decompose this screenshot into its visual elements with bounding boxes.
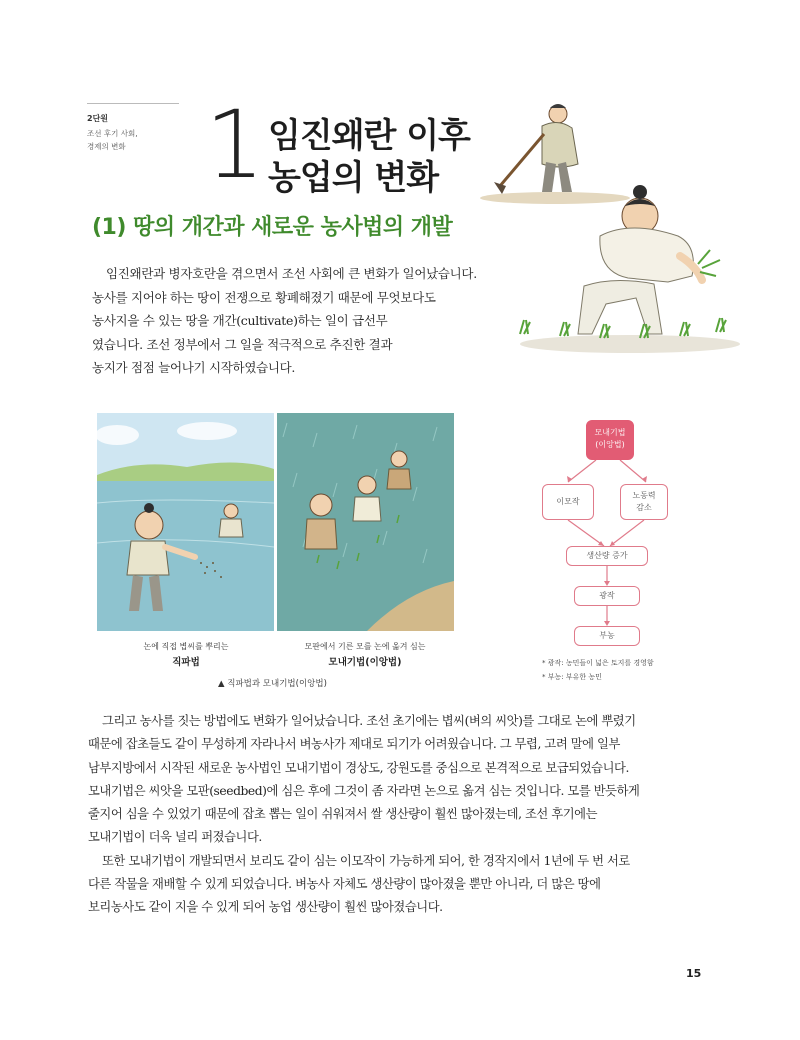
flow-node-production-increase: 생산량 증가 [566,546,648,566]
paragraph-line: 다른 작물을 재배할 수 있게 되었습니다. 벼농사 자체도 생산량이 많아졌을 뿐만 아니라, 더 많은 땅에 [88,877,601,892]
direct-seeding-caption: 논에 직접 볍씨를 뿌리는 [143,642,229,651]
paragraph-line: 였습니다. 조선 정부에서 그 일을 적극적으로 추진한 결과 [92,336,393,352]
paragraph-line: 농사를 지어야 하는 땅이 전쟁으로 황폐해졌기 때문에 무엇보다도 [92,289,436,305]
flow-node-text: 감소 [636,503,652,512]
unit-label: 2단원 [87,114,109,123]
paragraph-line: 줄지어 심을 수 있었기 때문에 잡초 뽑는 일이 쉬워져서 쌀 생산량이 훨씬 많아졌는데, 조선 후기에는 [88,807,598,822]
chapter-title [268,115,470,199]
direct-seeding-label: 직파법 [172,657,200,668]
transplanting-label: 모내기법(이앙법) [328,657,402,668]
unit-subtitle [87,127,187,153]
paragraph-line-text: 그리고 농사를 짓는 방법에도 변화가 일어났습니다. 조선 초기에는 볍씨(벼의 씨앗)를 그대로 논에 뿌렸기 [102,714,636,728]
section-title: (1) 땅의 개간과 새로운 농사법의 개발 [92,215,453,240]
chapter-number: 1 [205,91,265,200]
flow-node-double-cropping: 이모작 [542,484,594,520]
paragraph-line: 모내기법이 더욱 널리 퍼졌습니다. [88,830,262,845]
chapter-title-line: 농업의 변화 [268,158,439,198]
flow-node-text: (이앙법) [595,440,625,449]
main-paragraph [88,710,703,920]
paragraph-line: 농사지을 수 있는 땅을 개간(cultivate)하는 일이 급선무 [92,313,388,328]
side-divider [87,103,179,104]
flow-node-large-farming: 광작 [574,586,640,606]
chapter-title-line: 임진왜란 이후 [268,116,470,156]
transplanting-illustration [277,413,454,631]
paragraph-line: 때문에 잡초들도 같이 무성하게 자라나서 벼농사가 제대로 되기가 어려웠습니다. 그 무렵, 고려 말에 일부 [88,737,620,752]
paragraph-line-text: 임진왜란과 병자호란을 겪으면서 조선 사회에 큰 변화가 일어났습니다. [106,266,477,281]
paragraph-line: 보리농사도 같이 지을 수 있게 되어 농업 생산량이 훨씬 많아졌습니다. [88,900,443,915]
paragraph-line [92,262,562,286]
paragraph-line: 남부지방에서 시작된 새로운 농사법인 모내기법이 경상도, 강원도를 중심으로 본격적으로 보급되었습니다. [88,760,629,775]
page-number: 15 [686,967,702,980]
flow-node-transplanting [586,420,634,460]
unit-subtitle-line: 경제의 변화 [87,142,126,151]
intro-paragraph [92,262,562,380]
paragraph-line-text: 또한 모내기법이 개발되면서 보리도 같이 심는 이모작이 가능하게 되어, 한 경작지에서 1년에 두 번 서로 [102,853,630,868]
paragraph-line [88,710,703,733]
paragraph-line: 모내기법은 씨앗을 모판(seedbed)에 심은 후에 그것이 좀 자라면 논으로 옮겨 심는 것입니다. 모를 반듯하게 [88,783,640,798]
flow-node-rich-farmer: 부농 [574,626,640,646]
unit-subtitle-line: 조선 후기 사회, [87,129,138,138]
direct-seeding-illustration [97,413,274,631]
flow-node-labor-reduction [620,484,668,520]
flowchart-note: * 광작: 농민들이 넓은 토지를 경영함 [542,659,654,667]
flowchart [520,420,720,700]
figure-caption: ▲ 직파법과 모내기법(이앙법) [218,679,327,689]
transplanting-caption: 모판에서 기른 모를 논에 옮겨 심는 [304,642,426,651]
flow-node-text: 모내기법 [594,428,626,437]
paragraph-line: 농지가 점점 늘어나기 시작하였습니다. [92,360,296,375]
flowchart-note: * 부농: 부유한 농민 [542,673,602,681]
flow-node-text: 노동력 [632,491,656,500]
paragraph-line [88,850,703,873]
